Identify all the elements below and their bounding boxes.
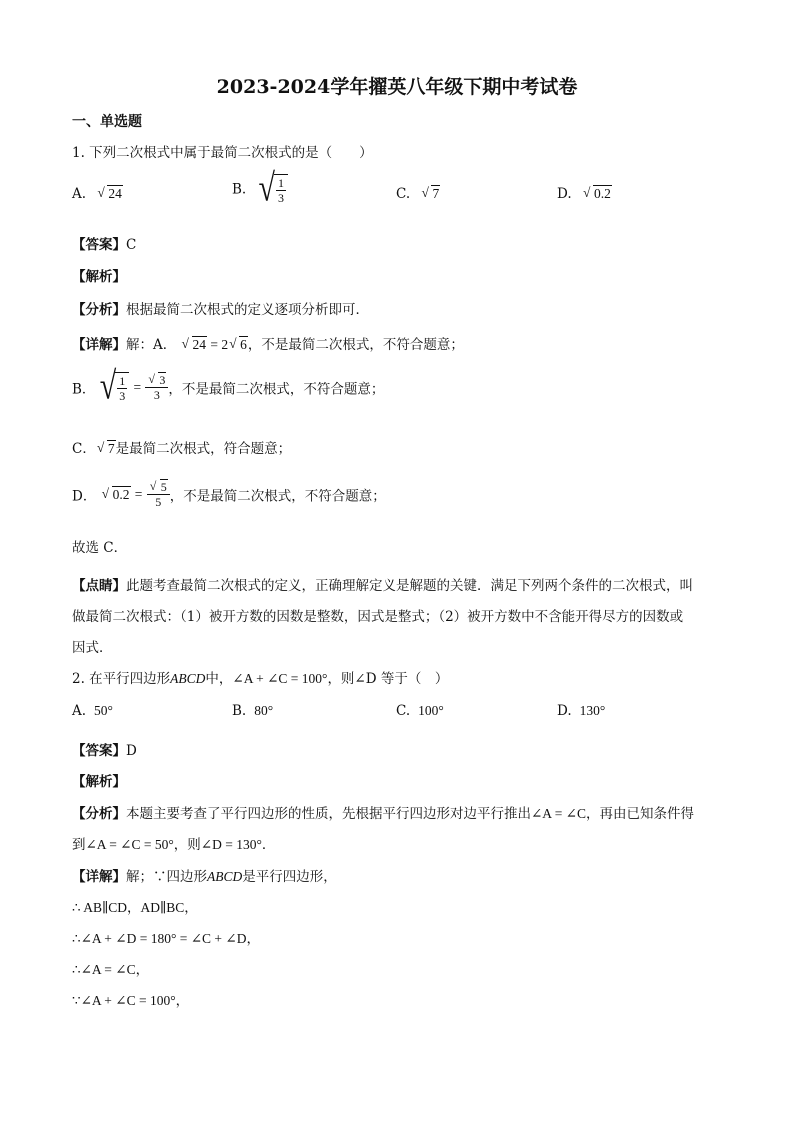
fraction-denominator: 3 [119,389,126,403]
option-letter: B. [232,181,247,198]
fenxi-text: ． [261,837,276,853]
detail-prefix: D． [72,488,97,505]
stem-text: 2. 在平行四边形 [72,671,171,687]
q1-conclusion: 故选 C． [72,540,128,556]
option-letter: D. [557,703,572,719]
q1-analysis-label: 【解析】 [72,269,126,285]
q1-detail-a [72,333,464,353]
detail-prefix: C． [72,441,96,457]
q2-step-4: ∵∠A + ∠C = 100°， [72,993,190,1008]
option-radicand: 24 [108,186,122,201]
section-heading: 一、单选题 [72,114,142,130]
fraction-denominator: 3 [153,388,160,402]
detail-text: 解；∵四边形 [126,869,207,885]
option-letter: B. [232,703,247,719]
fenxi-math: ∠A = ∠C = 50° [85,837,174,852]
answer-value: C [126,237,137,253]
fenxi-label: 【分析】 [72,302,126,318]
page-title: 2023-2024学年擢英八年级下期中考试卷 [216,76,578,98]
detail-prefix: B． [72,381,96,398]
fraction-numerator: 1 [277,176,284,190]
q2-option-a [72,703,113,719]
option-letter: C. [396,703,411,719]
detail-prefix: 解：A． [126,337,177,353]
fenxi-text: ，则 [173,837,201,853]
detail-tail: 是最简二次根式，符合题意； [115,441,292,457]
detail-text: 是平行四边形， [242,869,337,885]
option-value: 100° [418,703,444,718]
fraction-denominator: 5 [155,495,162,509]
fenxi-text: ，再由已知条件得 [586,806,694,822]
fraction-numerator: 1 [119,374,126,388]
option-letter: D. [557,186,572,202]
q1-dianjing-line2: 做最简二次根式：（1）被开方数的因数是整数，因式是整式；（2）被开方数中不含能开得尽方的因数或 [72,609,684,625]
q2-fenxi-line1 [72,802,694,822]
option-radicand: 0.2 [593,186,611,201]
q1-option-a [72,186,123,202]
fenxi-math: ∠A = ∠C [531,806,586,821]
question-2-stem [72,667,448,687]
answer-label: 【答案】 [72,743,126,759]
fraction-numerator: 5 [160,480,167,494]
option-letter: A. [72,703,87,719]
option-value: 130° [579,703,606,718]
option-value: 80° [254,703,274,718]
q2-detail-line1 [72,865,337,885]
q1-option-b: B. √ $\frac{1}{3}$ [232,174,288,205]
detail-label: 【详解】 [72,869,126,885]
q1-option-d [557,186,612,202]
stem-text: ，则∠D 等于（ ） [327,671,449,687]
fenxi-math: ∠D = 130° [200,837,262,852]
option-radicand: 7 [432,186,440,201]
radicand: 6 [240,337,247,352]
fenxi-text: 本题主要考查了平行四边形的性质，先根据平行四边形对边平行推出 [126,806,531,822]
radicand: 0.2 [112,486,130,502]
q1-dianjing-line1 [72,574,693,594]
detail-tail: ，不是最简二次根式，不符合题意； [169,488,386,505]
stem-condition: ∠A + ∠C = 100° [232,671,328,686]
shape-name: ABCD [207,869,243,884]
q2-fenxi-line2 [72,833,275,853]
detail-tail: ，不是最简二次根式，不符合题意； [168,381,385,398]
dianjing-text: 此题考查最简二次根式的定义，正确理解定义是解题的关键．满足下列两个条件的二次根式，叫 [126,578,693,594]
detail-tail: ，不是最简二次根式，不符合题意； [247,337,464,353]
q2-option-b [232,703,273,719]
fenxi-text: 根据最简二次根式的定义逐项分析即可． [126,302,369,318]
q1-detail-d: D． √ 0.2 = √ $\frac{5}{5}$ ，不是最简二次根式，不符合题意； [72,480,386,509]
detail-label: 【详解】 [72,337,126,353]
q1-detail-c [72,437,291,457]
question-1-stem: 1. 下列二次根式中属于最简二次根式的是（ ） [72,145,373,161]
q1-answer [72,233,136,253]
stem-text: 中， [205,671,233,687]
shape-name: ABCD [170,671,206,686]
fenxi-text: 到 [72,837,86,853]
q2-option-d [557,703,605,719]
q2-answer [72,739,137,759]
dianjing-label: 【点睛】 [72,578,126,594]
radicand: 7 [107,441,115,456]
q2-analysis-label: 【解析】 [72,774,126,790]
option-value: 50° [94,703,113,718]
q1-detail-b: B． √ $\frac{1}{3}$ = √ $\frac{3}{3}$ ，不是最简二次根式，不符合题意； [72,372,384,403]
fenxi-label: 【分析】 [72,806,126,822]
fraction-denominator: 3 [277,191,284,205]
answer-label: 【答案】 [72,237,126,253]
q2-step-1: ∴ AB∥CD，AD∥BC， [72,900,198,915]
q1-option-c [396,186,440,202]
q1-fenxi [72,298,369,318]
fraction-numerator: 3 [159,373,166,387]
q1-dianjing-line3: 因式． [72,640,113,656]
q2-step-3: ∴∠A = ∠C， [72,962,150,977]
q2-option-c [396,703,444,719]
radicand: 24 [192,337,207,352]
q2-step-2: ∴∠A + ∠D = 180° = ∠C + ∠D， [72,931,260,946]
option-letter: C. [396,186,411,202]
answer-value: D [126,743,137,759]
equals: = 2 [207,337,229,352]
option-letter: A. [72,186,87,202]
